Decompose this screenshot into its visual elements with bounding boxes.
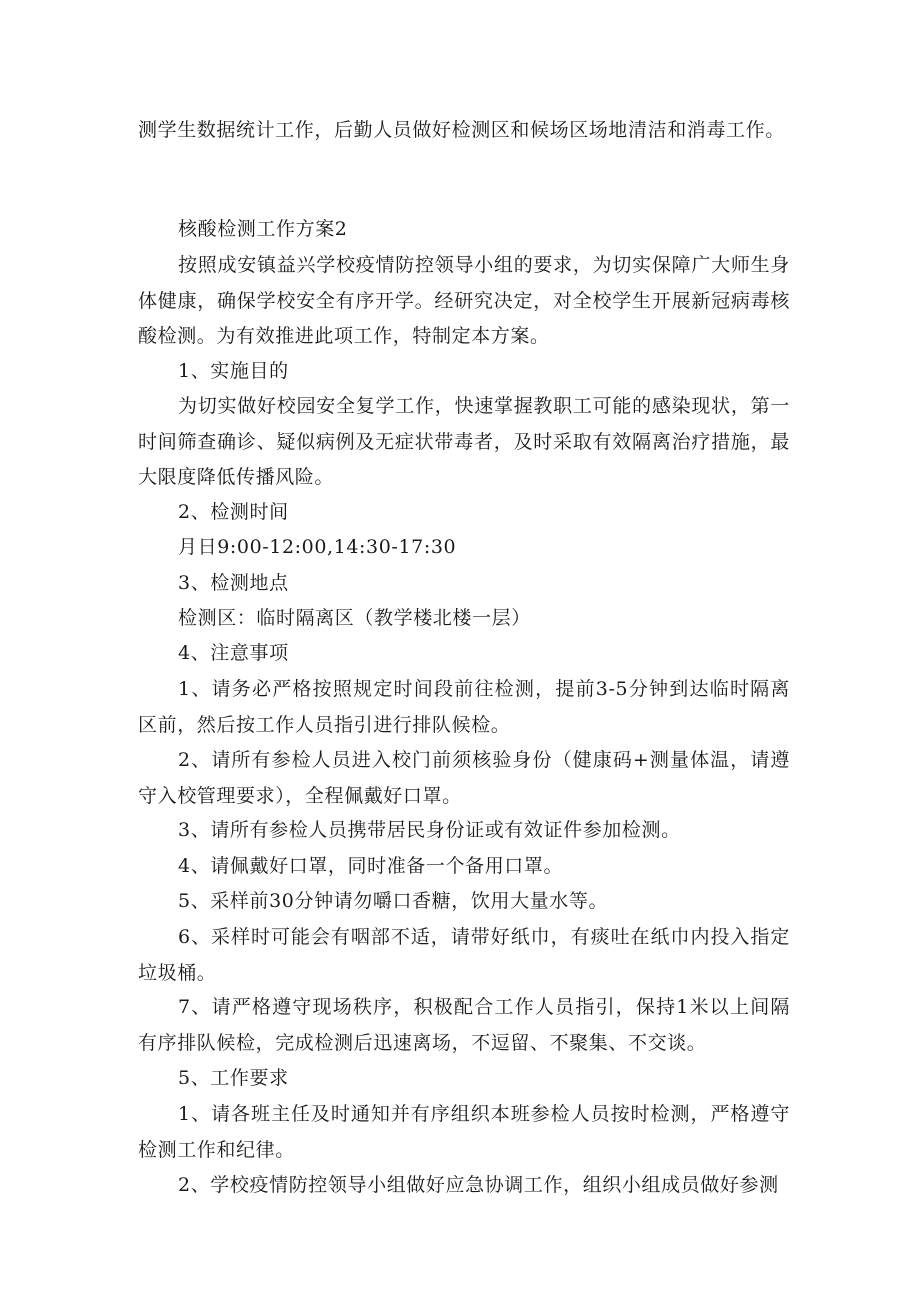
heading-requirements: 5、工作要求 [178,1067,289,1089]
paragraph-purpose: 为切实做好校园安全复学工作，快速掌握教职工可能的感染现状，第一时间筛查确诊、疑似病例及无症状带毒者，及时采取有效隔离治疗措施，最大限度降低传播风险。 [138,395,790,488]
note-item-4: 4、请佩戴好口罩，同时准备一个备用口罩。 [178,855,564,877]
heading-notes: 4、注意事项 [178,642,289,664]
note-item-1: 1、请务必严格按照规定时间段前往检测，提前3-5分钟到达临时隔离区前，然后按工作人员指引进行排队候检。 [138,678,790,736]
note-item-5: 5、采样前30分钟请勿嚼口香糖，饮用大量水等。 [178,890,609,912]
heading-time: 2、检测时间 [178,501,289,523]
paragraph-time: 月日9:00-12:00,14:30-17:30 [178,536,457,558]
note-item-7: 7、请严格遵守现场秩序，积极配合工作人员指引，保持1米以上间隔有序排队候检，完成检测后迅速离场，不逗留、不聚集、不交谈。 [138,996,790,1054]
note-item-2: 2、请所有参检人员进入校门前须核验身份（健康码+测量体温，请遵守入校管理要求），全程佩戴好口罩。 [138,749,790,807]
note-item-3: 3、请所有参检人员携带居民身份证或有效证件参加检测。 [178,819,681,841]
note-item-6: 6、采样时可能会有咽部不适，请带好纸巾，有痰吐在纸巾内投入指定垃圾桶。 [138,926,790,984]
paragraph-intro: 按照成安镇益兴学校疫情防控领导小组的要求，为切实保障广大师生身体健康，确保学校安全有序开学。经研究决定，对全校学生开展新冠病毒核酸检测。为有效推进此项工作，特制定本方案。 [138,254,790,347]
heading-purpose: 1、实施目的 [178,360,289,382]
requirement-item-1: 1、请各班主任及时通知并有序组织本班参检人员按时检测，严格遵守检测工作和纪律。 [138,1103,790,1161]
heading-location: 3、检测地点 [178,572,289,594]
paragraph-location: 检测区：临时隔离区（教学楼北楼一层） [178,607,531,629]
requirement-item-2: 2、学校疫情防控领导小组做好应急协调工作，组织小组成员做好参测 [178,1174,779,1196]
paragraph-continuation: 测学生数据统计工作，后勤人员做好检测区和候场区场地清洁和消毒工作。 [138,119,785,141]
section-title: 核酸检测工作方案2 [178,218,348,240]
